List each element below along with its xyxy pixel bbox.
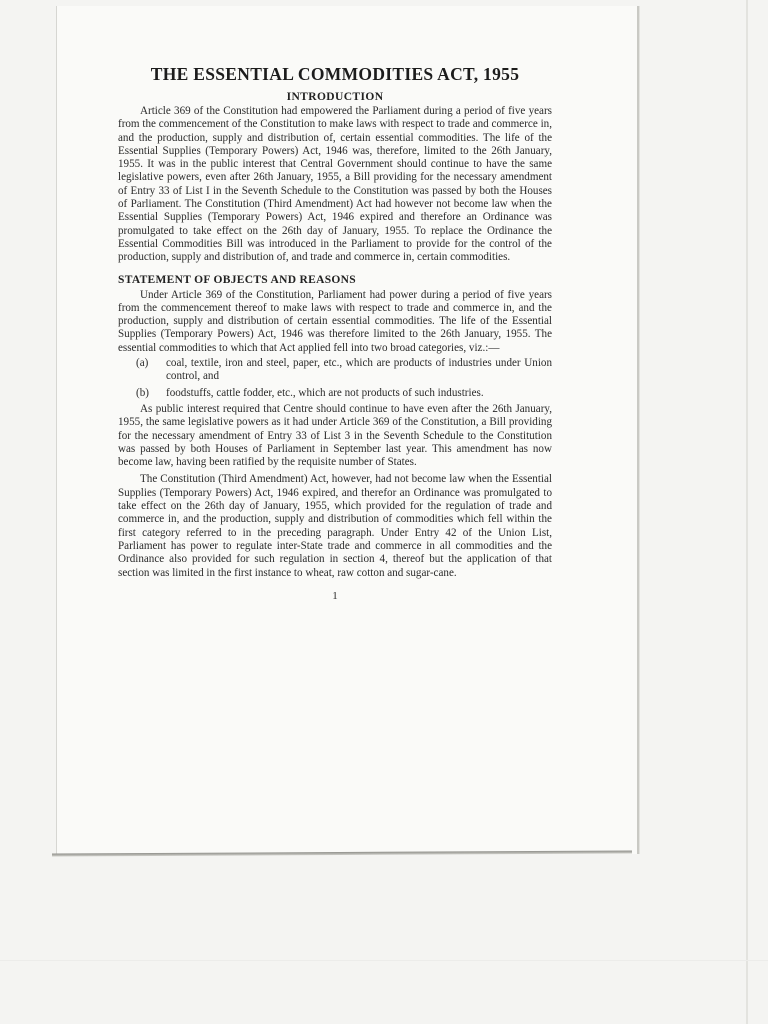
introduction-heading: INTRODUCTION bbox=[286, 91, 384, 103]
category-text: foodstuffs, cattle fodder, etc., which are not products of such industries. bbox=[166, 386, 484, 399]
act-title: THE ESSENTIAL COMMODITIES ACT, 1955 bbox=[150, 64, 520, 84]
statement-paragraph-3: The Constitution (Third Amendment) Act, however, had not become law when the Essential Supplies (Temporary Powers) Act, 1946 expired, and therefor an Ordinance was promulgated to take effect on the 26th day of January, 1955, which provided for the regulation of trade and commerce in, and the production, supply and distribution of commodities which fell within the first category referred to in the preceding paragraph. Under Entry 42 of the Union List, Parliament has power to regulate inter-State trade and commerce in all commodities and the Ordinance also provided for such regulation in section 4, thereof but the application of that section was limited in the first instance to wheat, raw cotton and sugar-cane. bbox=[118, 473, 552, 579]
category-marker: (b) bbox=[136, 386, 149, 399]
page-number: 1 bbox=[332, 589, 338, 602]
statement-heading: STATEMENT OF OBJECTS AND REASONS bbox=[118, 273, 356, 286]
categories-list bbox=[118, 357, 552, 400]
statement-paragraph-2: As public interest required that Centre should continue to have even after the 26th January, 1955, the same legislative powers as it had under Article 369 of the Constitution, a Bill providing for the necessary amendment of Entry 33 of List 3 in the Seventh Schedule to the Constitution was passed by both Houses of Parliament in September last year. This amendment has now become law, having been ratified by the requisite number of States. bbox=[118, 402, 552, 469]
statement-paragraph-1: Under Article 369 of the Constitution, Parliament had power during a period of five years from the commencement thereof to make laws with respect to trade and commerce in, and the production, supply and distribution of certain essential commodities. The life of the Essential Supplies (Temporary Powers) Act, 1946 was therefore limited to the 26th January, 1955. The essential commodities to which that Act applied fell into two broad categories, viz.:— bbox=[118, 288, 552, 354]
introduction-paragraph: Article 369 of the Constitution had empowered the Parliament during a period of five years from the commencement of the Constitution to make laws with respect to trade and commerce in, and the production, supply and distribution of, certain essential commodities. The life of the Essential Supplies (Temporary Powers) Act, 1946 was, therefore, limited to the 26th January, 1955. It was in the public interest that Central Government should continue to have the same legislative powers, even after 26th January, 1955, a Bill providing for the necessary amendment of Entry 33 of List I in the Seventh Schedule to the Constitution was passed by both the Houses of Parliament. The Constitution (Third Amendment) Act had however not become law when the Essential Supplies (Temporary Powers) Act, 1946 expired and therefore an Ordinance was promulgated to take effect on the 26th day of January, 1955. To replace the Ordinance the Essential Commodities Bill was introduced in the Parliament to provide for the control of the production, supply and distribution of, and trade and commerce in, certain commodities. bbox=[118, 105, 552, 264]
category-text: coal, textile, iron and steel, paper, etc., which are products of industries under Union control, and bbox=[166, 357, 552, 383]
scan-background-fold bbox=[0, 960, 768, 961]
category-item-a bbox=[118, 357, 552, 384]
page-content bbox=[118, 64, 552, 602]
category-item-b bbox=[118, 387, 552, 400]
category-marker: (a) bbox=[136, 357, 149, 370]
scan-background-edge bbox=[746, 0, 748, 1024]
